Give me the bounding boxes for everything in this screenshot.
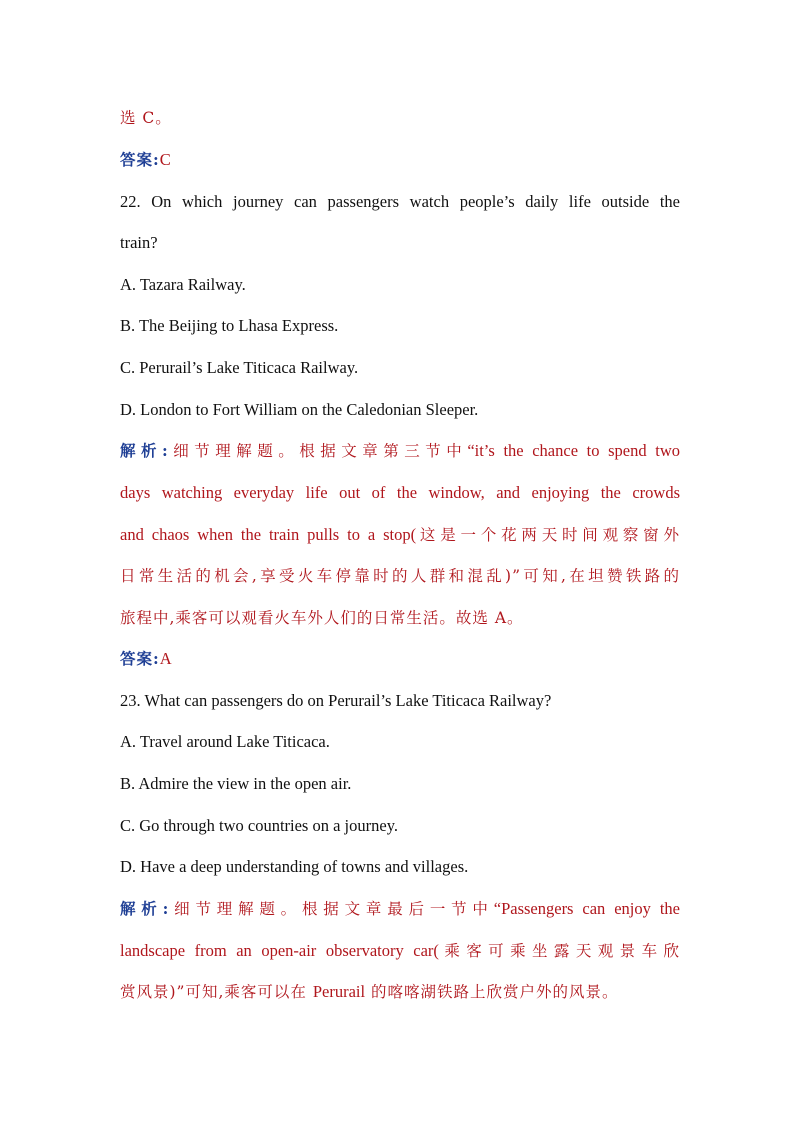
answer-value: A — [159, 649, 172, 668]
q22-analysis-line3: and chaos when the train pulls to a stop(这是一个花两天时间观察窗外 — [120, 525, 680, 544]
q23-analysis-line1: 解析:细节理解题。根据文章最后一节中“Passengers can enjoy the — [120, 899, 680, 918]
q23-option-a: A. Travel around Lake Titicaca. — [120, 732, 330, 751]
q23-analysis-line2: landscape from an open-air observatory car(乘客可乘坐露天观景车欣 — [120, 941, 680, 960]
answer-label: 答案: — [120, 649, 160, 668]
q23-option-c: C. Go through two countries on a journey. — [120, 816, 399, 835]
q22-option-b: B. The Beijing to Lhasa Express. — [120, 316, 339, 335]
prev-analysis-tail: 选 C。 — [120, 109, 172, 127]
answer-value: C — [159, 150, 171, 169]
q22-stem-line1: 22. On which journey can passengers watch people’s daily life outside the — [120, 192, 680, 211]
q22-answer — [120, 649, 680, 669]
analysis-label: 解析: — [120, 899, 170, 918]
q22-stem-line2: train? — [120, 233, 158, 252]
q22-analysis-line4: 日常生活的机会,享受火车停靠时的人群和混乱)”可知,在坦赞铁路的 — [120, 567, 680, 585]
q22-option-a: A. Tazara Railway. — [120, 275, 246, 294]
prev-answer — [120, 150, 680, 170]
q22-option-d: D. London to Fort William on the Caledonian Sleeper. — [120, 400, 479, 419]
q22-option-c: C. Perurail’s Lake Titicaca Railway. — [120, 358, 359, 377]
answer-label: 答案: — [120, 150, 160, 169]
q22-analysis-line2: days watching everyday life out of the window, and enjoying the crowds — [120, 483, 680, 502]
q23-stem: 23. What can passengers do on Perurail’s Lake Titicaca Railway? — [120, 691, 552, 710]
q23-option-d: D. Have a deep understanding of towns and villages. — [120, 857, 469, 876]
q23-option-b: B. Admire the view in the open air. — [120, 774, 352, 793]
q22-analysis-line1: 解析:细节理解题。根据文章第三节中“it’s the chance to spend two — [120, 441, 680, 460]
q22-analysis-line5: 旅程中,乘客可以观看火车外人们的日常生活。故选 A。 — [120, 609, 524, 627]
q23-analysis-line3: 赏风景)”可知,乘客可以在 Perurail 的喀喀湖铁路上欣赏户外的风景。 — [120, 982, 619, 1001]
analysis-label: 解析: — [120, 441, 169, 460]
